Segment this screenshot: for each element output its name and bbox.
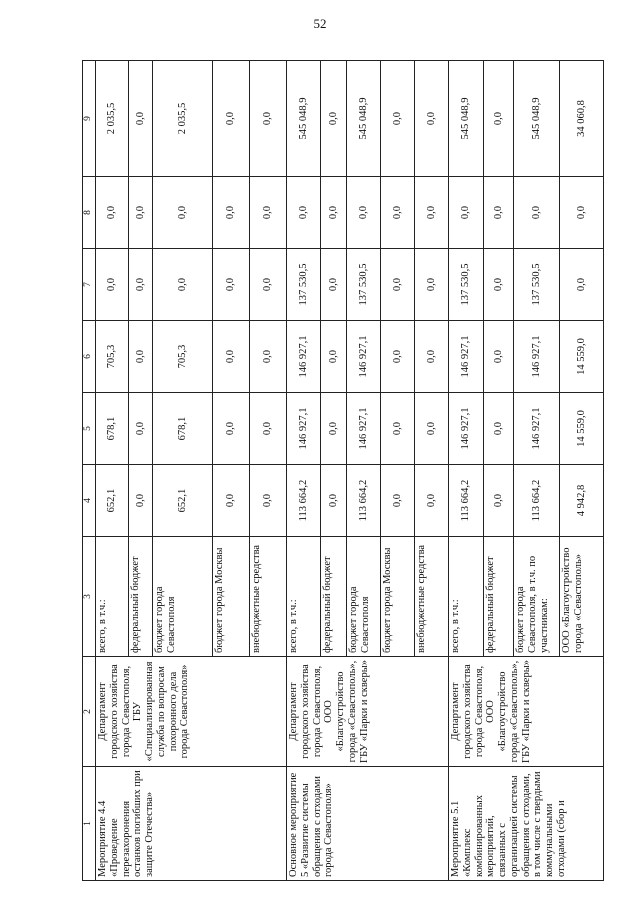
value-cell: 0,0 <box>213 393 250 465</box>
value-cell: 146 927,1 <box>347 393 381 465</box>
value-cell: 34 060,8 <box>560 61 604 177</box>
activity-cell: Мероприятие 4.4 «Проведение перезахоронения останков погибших при защите Отечества» <box>96 767 287 881</box>
value-cell: 0,0 <box>129 321 153 393</box>
value-cell: 0,0 <box>381 177 415 249</box>
value-cell: 113 664,2 <box>287 465 321 537</box>
executor-cell: Департамент городского хозяйства города Севастополя, ООО «Благоустройство города «Севастополь», ГБУ «Парки и скверы» <box>287 657 449 767</box>
value-cell: 146 927,1 <box>449 321 484 393</box>
value-cell: 545 048,9 <box>514 61 560 177</box>
header-cell: 4 <box>83 465 96 537</box>
source-cell: всего, в т.ч.: <box>449 537 484 657</box>
budget-table <box>82 60 604 881</box>
value-cell: 0,0 <box>415 393 449 465</box>
value-cell: 678,1 <box>153 393 213 465</box>
value-cell: 0,0 <box>250 465 287 537</box>
source-cell: бюджет города Москвы <box>213 537 250 657</box>
value-cell: 0,0 <box>484 393 514 465</box>
table-row <box>287 61 321 881</box>
value-cell: 0,0 <box>250 393 287 465</box>
value-cell: 113 664,2 <box>347 465 381 537</box>
value-cell: 0,0 <box>213 177 250 249</box>
value-cell: 0,0 <box>560 249 604 321</box>
value-cell: 0,0 <box>347 177 381 249</box>
value-cell: 0,0 <box>381 249 415 321</box>
header-cell: 3 <box>83 537 96 657</box>
value-cell: 137 530,5 <box>347 249 381 321</box>
value-cell: 0,0 <box>250 321 287 393</box>
value-cell: 137 530,5 <box>449 249 484 321</box>
header-cell: 8 <box>83 177 96 249</box>
value-cell: 0,0 <box>321 177 347 249</box>
value-cell: 0,0 <box>484 321 514 393</box>
source-cell: ООО «Благоустройство города «Севастополь» <box>560 537 604 657</box>
value-cell: 0,0 <box>560 177 604 249</box>
header-cell: 2 <box>83 657 96 767</box>
table-row <box>449 61 484 881</box>
source-cell: внебюджетные средства <box>415 537 449 657</box>
value-cell: 0,0 <box>484 61 514 177</box>
value-cell: 705,3 <box>96 321 129 393</box>
value-cell: 0,0 <box>213 61 250 177</box>
value-cell: 0,0 <box>381 321 415 393</box>
value-cell: 0,0 <box>381 393 415 465</box>
source-cell: всего, в т.ч.: <box>96 537 129 657</box>
value-cell: 545 048,9 <box>449 61 484 177</box>
value-cell: 0,0 <box>287 177 321 249</box>
source-cell: бюджет города Севастополя, в т.ч. по участникам: <box>514 537 560 657</box>
value-cell: 0,0 <box>321 321 347 393</box>
activity-cell: Мероприятие 5.1 «Комплекс комбинированных мероприятий, связанных с организацией системы обращения с отходами, в том числе с твердыми коммунальными отходами (сбор и <box>449 767 604 881</box>
value-cell: 0,0 <box>129 177 153 249</box>
value-cell: 0,0 <box>129 249 153 321</box>
value-cell: 0,0 <box>321 393 347 465</box>
source-cell: федеральный бюджет <box>321 537 347 657</box>
value-cell: 678,1 <box>96 393 129 465</box>
value-cell: 0,0 <box>129 393 153 465</box>
value-cell: 545 048,9 <box>347 61 381 177</box>
value-cell: 0,0 <box>381 61 415 177</box>
value-cell: 545 048,9 <box>287 61 321 177</box>
value-cell: 146 927,1 <box>287 321 321 393</box>
header-cell: 1 <box>83 767 96 881</box>
value-cell: 0,0 <box>484 465 514 537</box>
source-cell: внебюджетные средства <box>250 537 287 657</box>
header-cell: 6 <box>83 321 96 393</box>
source-cell: бюджет города Москвы <box>381 537 415 657</box>
value-cell: 0,0 <box>321 61 347 177</box>
value-cell: 14 559,0 <box>560 393 604 465</box>
value-cell: 146 927,1 <box>514 393 560 465</box>
value-cell: 0,0 <box>484 249 514 321</box>
source-cell: бюджет города Севастополя <box>347 537 381 657</box>
value-cell: 0,0 <box>129 465 153 537</box>
header-row <box>83 61 96 881</box>
value-cell: 0,0 <box>321 465 347 537</box>
value-cell: 113 664,2 <box>449 465 484 537</box>
value-cell: 0,0 <box>250 177 287 249</box>
value-cell: 705,3 <box>153 321 213 393</box>
value-cell: 652,1 <box>96 465 129 537</box>
value-cell: 146 927,1 <box>514 321 560 393</box>
value-cell: 0,0 <box>449 177 484 249</box>
value-cell: 0,0 <box>415 249 449 321</box>
value-cell: 146 927,1 <box>347 321 381 393</box>
table-row <box>96 61 129 881</box>
value-cell: 2 035,5 <box>96 61 129 177</box>
value-cell: 14 559,0 <box>560 321 604 393</box>
value-cell: 0,0 <box>213 465 250 537</box>
value-cell: 113 664,2 <box>514 465 560 537</box>
value-cell: 0,0 <box>415 321 449 393</box>
source-cell: всего, в т.ч.: <box>287 537 321 657</box>
value-cell: 652,1 <box>153 465 213 537</box>
value-cell: 0,0 <box>484 177 514 249</box>
value-cell: 0,0 <box>96 249 129 321</box>
value-cell: 137 530,5 <box>287 249 321 321</box>
value-cell: 146 927,1 <box>287 393 321 465</box>
value-cell: 146 927,1 <box>449 393 484 465</box>
value-cell: 0,0 <box>514 177 560 249</box>
value-cell: 0,0 <box>96 177 129 249</box>
page-number: 52 <box>313 16 327 31</box>
value-cell: 0,0 <box>153 249 213 321</box>
source-cell: бюджет города Севастополя <box>153 537 213 657</box>
source-cell: федеральный бюджет <box>129 537 153 657</box>
value-cell: 0,0 <box>213 321 250 393</box>
value-cell: 137 530,5 <box>514 249 560 321</box>
value-cell: 0,0 <box>415 465 449 537</box>
activity-cell: Основное мероприятие 5 «Развитие системы обращения с отходами города Севастополя» <box>287 767 449 881</box>
value-cell: 0,0 <box>129 61 153 177</box>
value-cell: 0,0 <box>415 61 449 177</box>
value-cell: 0,0 <box>213 249 250 321</box>
executor-cell: Департамент городского хозяйства города Севастополя, ГБУ «Специализированная служба по вопросам похоронного дела города Севастополя» <box>96 657 287 767</box>
value-cell: 0,0 <box>381 465 415 537</box>
value-cell: 2 035,5 <box>153 61 213 177</box>
value-cell: 0,0 <box>250 249 287 321</box>
value-cell: 4 942,8 <box>560 465 604 537</box>
rotated-table-wrapper <box>82 61 587 881</box>
value-cell: 0,0 <box>321 249 347 321</box>
executor-cell: Департамент городского хозяйства города Севастополя, ООО «Благоустройство города «Севастополь», ГБУ «Парки и скверы» <box>449 657 604 767</box>
value-cell: 0,0 <box>415 177 449 249</box>
header-cell: 5 <box>83 393 96 465</box>
source-cell: федеральный бюджет <box>484 537 514 657</box>
header-cell: 9 <box>83 61 96 177</box>
value-cell: 0,0 <box>250 61 287 177</box>
header-cell: 7 <box>83 249 96 321</box>
value-cell: 0,0 <box>153 177 213 249</box>
